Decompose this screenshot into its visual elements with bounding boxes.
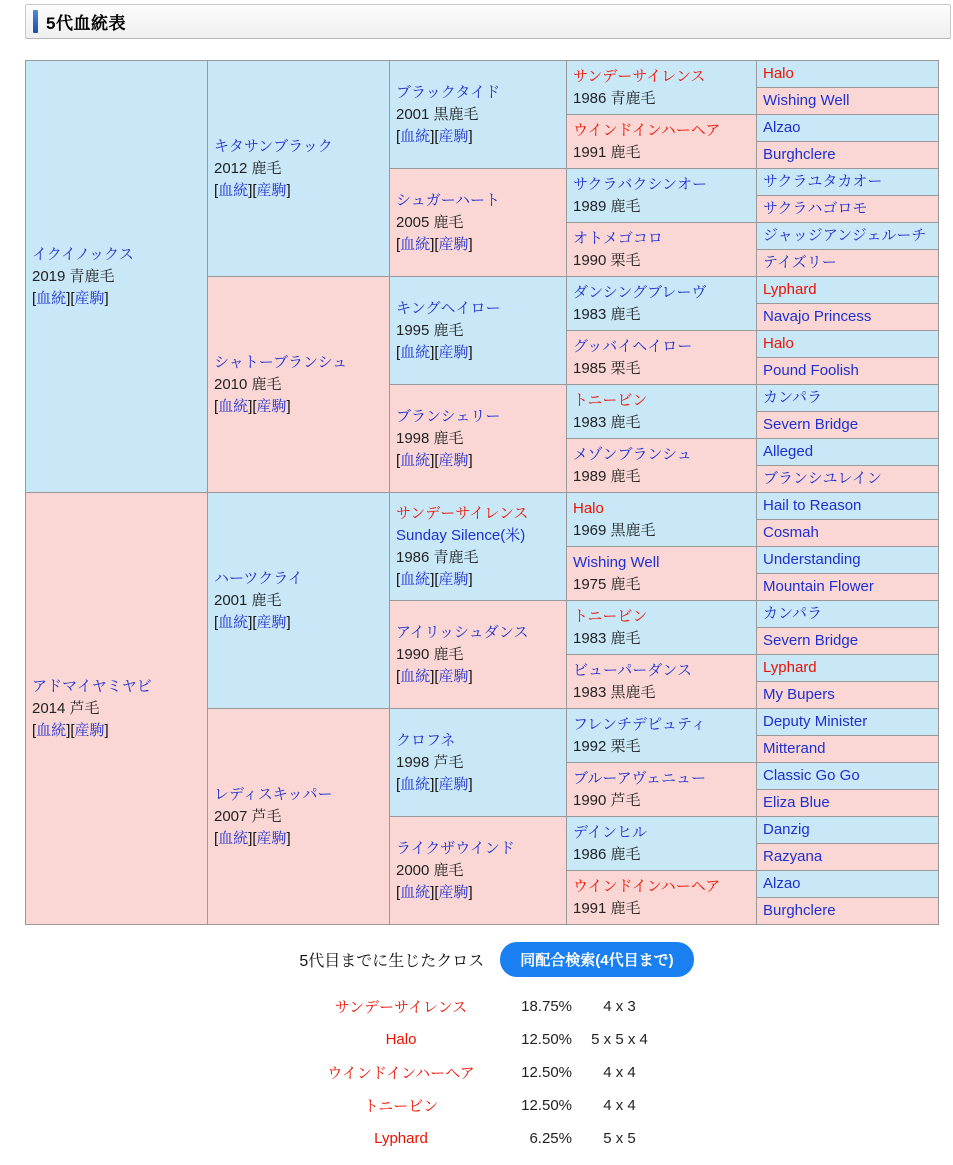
cross-horse-link[interactable]: トニービン [363, 1098, 439, 1115]
offspring-link[interactable]: 産駒 [256, 829, 287, 847]
horse-birth-coat: 1991 鹿毛 [573, 143, 641, 161]
horse-birth-coat: 1986 青鹿毛 [396, 548, 479, 566]
horse-name-link[interactable]: キングヘイロー [396, 299, 501, 317]
cell-link-group: [血統][産駒] [214, 829, 291, 847]
horse-name-link[interactable]: ブランシユレイン [763, 470, 882, 487]
cross-row [290, 990, 953, 1023]
horse-name-link[interactable]: ブルーアヴェニュー [573, 769, 707, 787]
horse-birth-coat: 1998 鹿毛 [396, 429, 464, 447]
horse-name-link[interactable]: レディスキッパー [214, 785, 333, 803]
horse-name-link[interactable]: テイズリー [763, 254, 837, 271]
cross-pattern: 4 x 4 [603, 1064, 636, 1081]
horse-name-link[interactable]: Lyphard [763, 281, 817, 298]
pedigree-cell-gen3 [390, 277, 567, 385]
cross-horse-link[interactable]: Lyphard [374, 1130, 428, 1147]
pedigree-cell-gen5 [757, 844, 939, 871]
pedigree-cell-gen2 [208, 61, 390, 277]
pedigree-cell-gen4 [567, 547, 757, 601]
pedigree-cell-gen4 [567, 223, 757, 277]
offspring-link[interactable]: 産駒 [438, 667, 469, 685]
horse-name-link[interactable]: Cosmah [763, 524, 819, 541]
horse-birth-coat: 2014 芦毛 [32, 699, 100, 717]
blood-link[interactable]: 血統 [218, 613, 249, 631]
horse-name-link[interactable]: カンパラ [763, 605, 822, 622]
offspring-link[interactable]: 産駒 [438, 775, 469, 793]
cross-percentage: 12.50% [521, 1064, 572, 1081]
pedigree-cell-gen3 [390, 601, 567, 709]
pedigree-cell-gen5 [757, 736, 939, 763]
cell-link-group: [血統][産駒] [214, 181, 291, 199]
pedigree-cell-gen5 [757, 196, 939, 223]
horse-birth-coat: 1986 青鹿毛 [573, 89, 656, 107]
horse-name-link[interactable]: ジャッジアンジェルーチ [763, 227, 927, 244]
pedigree-cell-gen4 [567, 169, 757, 223]
cross-horse-link[interactable]: サンデーサイレンス [334, 999, 468, 1016]
blood-link[interactable]: 血統 [400, 235, 431, 253]
horse-name-link[interactable]: ダンシングブレーヴ [573, 283, 707, 301]
pedigree-cell-gen3 [390, 493, 567, 601]
horse-name-link[interactable]: Wishing Well [573, 553, 660, 571]
pedigree-cell-gen5 [757, 466, 939, 493]
cell-link-group: [血統][産駒] [396, 775, 473, 793]
pedigree-cell-gen5 [757, 61, 939, 88]
horse-name-link[interactable]: Burghclere [763, 146, 836, 163]
pedigree-cell-gen5 [757, 250, 939, 277]
pedigree-cell-gen3 [390, 817, 567, 925]
pedigree-cell-gen4 [567, 817, 757, 871]
pedigree-cell-gen5 [757, 601, 939, 628]
blood-link[interactable]: 血統 [218, 829, 249, 847]
pedigree-cell-gen5 [757, 520, 939, 547]
horse-name-link[interactable]: Understanding [763, 551, 861, 568]
blood-link[interactable]: 血統 [400, 667, 431, 685]
cross-row [290, 1023, 953, 1056]
offspring-link[interactable]: 産駒 [438, 127, 469, 145]
horse-name-link[interactable]: Halo [573, 499, 604, 517]
blood-link[interactable]: 血統 [218, 181, 249, 199]
cross-percentage: 12.50% [521, 1097, 572, 1114]
cross-percentage: 12.50% [521, 1031, 572, 1048]
cross-horse-link[interactable]: ウインドインハーヘア [327, 1065, 475, 1082]
horse-birth-coat: 2001 鹿毛 [214, 591, 282, 609]
pedigree-cell-gen4 [567, 277, 757, 331]
horse-name-link[interactable]: Eliza Blue [763, 794, 830, 811]
horse-name-link[interactable]: Halo [763, 65, 794, 82]
blood-link[interactable]: 血統 [400, 883, 431, 901]
pedigree-cell-gen2 [208, 493, 390, 709]
header-accent-bar [33, 10, 38, 33]
pedigree-cell-gen4 [567, 439, 757, 493]
horse-name-link[interactable]: トニービン [573, 607, 648, 625]
horse-name-link[interactable]: ライクザウインド [396, 839, 515, 857]
horse-birth-coat: 1983 鹿毛 [573, 305, 641, 323]
blood-link[interactable]: 血統 [400, 775, 431, 793]
horse-name-link[interactable]: Alleged [763, 443, 814, 460]
pedigree-cell-gen4 [567, 115, 757, 169]
horse-name-link[interactable]: サクラユタカオー [763, 173, 883, 190]
cross-section-label: 5代目までに生じたクロス [299, 953, 485, 970]
horse-name-link[interactable]: Alzao [763, 119, 801, 136]
horse-name-link[interactable]: イクイノックス [32, 245, 134, 263]
cross-percentage: 18.75% [521, 998, 572, 1015]
pedigree-cell-gen5 [757, 763, 939, 790]
horse-name-link[interactable]: Severn Bridge [763, 416, 859, 433]
horse-birth-coat: 1989 鹿毛 [573, 197, 641, 215]
cell-link-group: [血統][産駒] [396, 235, 473, 253]
page-title: 5代血統表 [46, 14, 126, 33]
horse-name-link[interactable]: ハーツクライ [214, 569, 303, 587]
horse-birth-coat: 1990 鹿毛 [396, 645, 464, 663]
cell-link-group: [血統][産駒] [396, 343, 473, 361]
pedigree-cell-gen1 [26, 61, 208, 493]
horse-birth-coat: 1992 栗毛 [573, 737, 641, 755]
horse-birth-coat: 1986 鹿毛 [573, 845, 641, 863]
horse-name-link[interactable]: Halo [763, 335, 794, 352]
pedigree-cell-gen5 [757, 790, 939, 817]
blood-link[interactable]: 血統 [218, 397, 249, 415]
cell-link-group: [血統][産駒] [214, 613, 291, 631]
horse-birth-coat: 1983 鹿毛 [573, 629, 641, 647]
horse-birth-coat: 1985 栗毛 [573, 359, 641, 377]
horse-birth-coat: 1990 栗毛 [573, 251, 641, 269]
pedigree-cell-gen4 [567, 61, 757, 115]
cell-link-group: [血統][産駒] [396, 883, 473, 901]
offspring-link[interactable]: 産駒 [438, 570, 469, 588]
horse-name-link[interactable]: Mountain Flower [763, 578, 874, 595]
same-breeding-search-button[interactable]: 同配合検索(4代目まで) [500, 942, 693, 977]
horse-birth-coat: 2005 鹿毛 [396, 213, 464, 231]
horse-name-link[interactable]: カンパラ [763, 389, 822, 406]
pedigree-cell-gen5 [757, 493, 939, 520]
pedigree-cell-gen3 [390, 61, 567, 169]
pedigree-cell-gen4 [567, 709, 757, 763]
pedigree-cell-gen5 [757, 304, 939, 331]
horse-name-link[interactable]: サクラバクシンオー [573, 175, 708, 193]
pedigree-cell-gen5 [757, 871, 939, 898]
horse-name-link[interactable]: デインヒル [573, 823, 647, 841]
horse-name-link[interactable]: サンデーサイレンス [573, 67, 706, 85]
horse-name-link[interactable]: メゾンブランシュ [573, 445, 692, 463]
horse-name-link[interactable]: Navajo Princess [763, 308, 872, 325]
horse-name-link[interactable]: Danzig [763, 821, 810, 838]
cell-link-group: [血統][産駒] [32, 721, 109, 739]
pedigree-cell-gen5 [757, 709, 939, 736]
five-gen-pedigree-table [25, 60, 939, 925]
cell-link-group: [血統][産駒] [396, 127, 473, 145]
offspring-link[interactable]: 産駒 [438, 451, 469, 469]
horse-birth-coat: 1990 芦毛 [573, 791, 641, 809]
horse-name-link[interactable]: Alzao [763, 875, 801, 892]
offspring-link[interactable]: 産駒 [256, 613, 287, 631]
horse-name-link[interactable]: シュガーハート [396, 191, 500, 209]
horse-name-link[interactable]: ウインドインハーヘア [573, 121, 721, 139]
pedigree-cell-gen5 [757, 331, 939, 358]
horse-name-link[interactable]: アドマイヤミヤビ [32, 677, 152, 695]
horse-birth-coat: 1989 鹿毛 [573, 467, 641, 485]
horse-birth-coat: 2000 鹿毛 [396, 861, 464, 879]
pedigree-cell-gen2 [208, 277, 390, 493]
horse-birth-coat: 1983 黒鹿毛 [573, 683, 656, 701]
horse-name-link[interactable]: トニービン [573, 391, 648, 409]
horse-name-link[interactable]: オトメゴコロ [573, 229, 663, 247]
pedigree-cell-gen4 [567, 763, 757, 817]
pedigree-cell-gen5 [757, 547, 939, 574]
pedigree-cell-gen4 [567, 385, 757, 439]
pedigree-cell-gen4 [567, 871, 757, 925]
horse-name-link[interactable]: サンデーサイレンス [396, 504, 529, 522]
cell-link-group: [血統][産駒] [32, 289, 109, 307]
pedigree-cell-gen5 [757, 655, 939, 682]
pedigree-cell-gen5 [757, 628, 939, 655]
horse-name-link[interactable]: シャトーブランシュ [214, 353, 348, 371]
cross-row [290, 1056, 953, 1089]
horse-name-link[interactable]: ウインドインハーヘア [573, 877, 721, 895]
blood-link[interactable]: 血統 [400, 127, 431, 145]
offspring-link[interactable]: 産駒 [256, 397, 287, 415]
horse-name-link[interactable]: Deputy Minister [763, 713, 868, 730]
pedigree-cell-gen5 [757, 223, 939, 250]
cross-pattern: 4 x 4 [603, 1097, 636, 1114]
pedigree-cell-gen4 [567, 601, 757, 655]
horse-birth-coat: 2012 鹿毛 [214, 159, 282, 177]
horse-name-link[interactable]: アイリッシュダンス [396, 623, 529, 641]
pedigree-cell-gen5 [757, 682, 939, 709]
cross-list [0, 990, 953, 1155]
horse-name-link[interactable]: フレンチデピュティ [573, 715, 706, 733]
offspring-link[interactable]: 産駒 [74, 721, 105, 739]
horse-name-link[interactable]: ブラックタイド [396, 83, 501, 101]
horse-birth-coat: 2007 芦毛 [214, 807, 282, 825]
pedigree-cell-gen2 [208, 709, 390, 925]
cross-percentage: 6.25% [529, 1130, 572, 1147]
pedigree-cell-gen5 [757, 142, 939, 169]
offspring-link[interactable]: 産駒 [438, 883, 469, 901]
cross-section-header [0, 942, 953, 977]
section-header [25, 4, 951, 39]
horse-birth-coat: 1995 鹿毛 [396, 321, 464, 339]
pedigree-cell-gen1 [26, 493, 208, 925]
horse-name-link[interactable]: My Bupers [763, 686, 835, 703]
pedigree-cell-gen5 [757, 277, 939, 304]
cross-row [290, 1089, 953, 1122]
horse-birth-coat: 2010 鹿毛 [214, 375, 282, 393]
pedigree-cell-gen5 [757, 817, 939, 844]
cell-link-group: [血統][産駒] [396, 570, 473, 588]
horse-birth-coat: 2001 黒鹿毛 [396, 105, 479, 123]
horse-name-link[interactable]: グッバイヘイロー [573, 337, 693, 355]
horse-birth-coat: 1975 鹿毛 [573, 575, 641, 593]
horse-name-link[interactable]: クロフネ [396, 731, 456, 749]
pedigree-cell-gen5 [757, 385, 939, 412]
cell-link-group: [血統][産駒] [396, 451, 473, 469]
offspring-link[interactable]: 産駒 [438, 235, 469, 253]
horse-name-link[interactable]: Severn Bridge [763, 632, 859, 649]
horse-birth-coat: 1969 黒鹿毛 [573, 521, 656, 539]
pedigree-cell-gen3 [390, 385, 567, 493]
pedigree-cell-gen5 [757, 358, 939, 385]
horse-name-link[interactable]: Hail to Reason [763, 497, 862, 514]
blood-link[interactable]: 血統 [36, 289, 67, 307]
pedigree-cell-gen3 [390, 169, 567, 277]
horse-name-link[interactable]: Razyana [763, 848, 823, 865]
pedigree-cell-gen5 [757, 898, 939, 925]
pedigree-cell-gen4 [567, 655, 757, 709]
pedigree-cell-gen5 [757, 115, 939, 142]
cell-link-group: [血統][産駒] [396, 667, 473, 685]
pedigree-cell-gen5 [757, 439, 939, 466]
horse-name-link[interactable]: Lyphard [763, 659, 817, 676]
horse-name-link[interactable]: Classic Go Go [763, 767, 860, 784]
horse-birth-coat: 1998 芦毛 [396, 753, 464, 771]
cross-horse-link[interactable]: Halo [385, 1031, 417, 1048]
horse-birth-coat: 2019 青鹿毛 [32, 267, 115, 285]
horse-name-link[interactable]: Wishing Well [763, 92, 850, 109]
pedigree-page [0, 4, 953, 1155]
pedigree-cell-gen4 [567, 493, 757, 547]
horse-name-link[interactable]: Mitterand [763, 740, 826, 757]
blood-link[interactable]: 血統 [400, 570, 431, 588]
pedigree-cell-gen5 [757, 88, 939, 115]
horse-name-link[interactable]: サクラハゴロモ [763, 200, 868, 217]
pedigree-cell-gen5 [757, 169, 939, 196]
horse-name-link[interactable]: ビューパーダンス [573, 661, 692, 679]
pedigree-cell-gen5 [757, 574, 939, 601]
offspring-link[interactable]: 産駒 [256, 181, 287, 199]
cross-row [290, 1122, 953, 1155]
horse-name-link[interactable]: Burghclere [763, 902, 836, 919]
cross-pattern: 5 x 5 x 4 [591, 1031, 648, 1048]
offspring-link[interactable]: 産駒 [74, 289, 105, 307]
pedigree-cell-gen5 [757, 412, 939, 439]
horse-name-english-link[interactable]: Sunday Silence(米) [396, 526, 526, 544]
horse-name-link[interactable]: Pound Foolish [763, 362, 859, 379]
horse-birth-coat: 1991 鹿毛 [573, 899, 641, 917]
offspring-link[interactable]: 産駒 [438, 343, 469, 361]
cross-pattern: 4 x 3 [603, 998, 636, 1015]
blood-link[interactable]: 血統 [36, 721, 67, 739]
pedigree-cell-gen4 [567, 331, 757, 385]
pedigree-cell-gen3 [390, 709, 567, 817]
horse-name-link[interactable]: ブランシェリー [396, 407, 501, 425]
cell-link-group: [血統][産駒] [214, 397, 291, 415]
horse-name-link[interactable]: キタサンブラック [214, 137, 333, 155]
blood-link[interactable]: 血統 [400, 343, 431, 361]
horse-birth-coat: 1983 鹿毛 [573, 413, 641, 431]
cross-pattern: 5 x 5 [603, 1130, 636, 1147]
blood-link[interactable]: 血統 [400, 451, 431, 469]
